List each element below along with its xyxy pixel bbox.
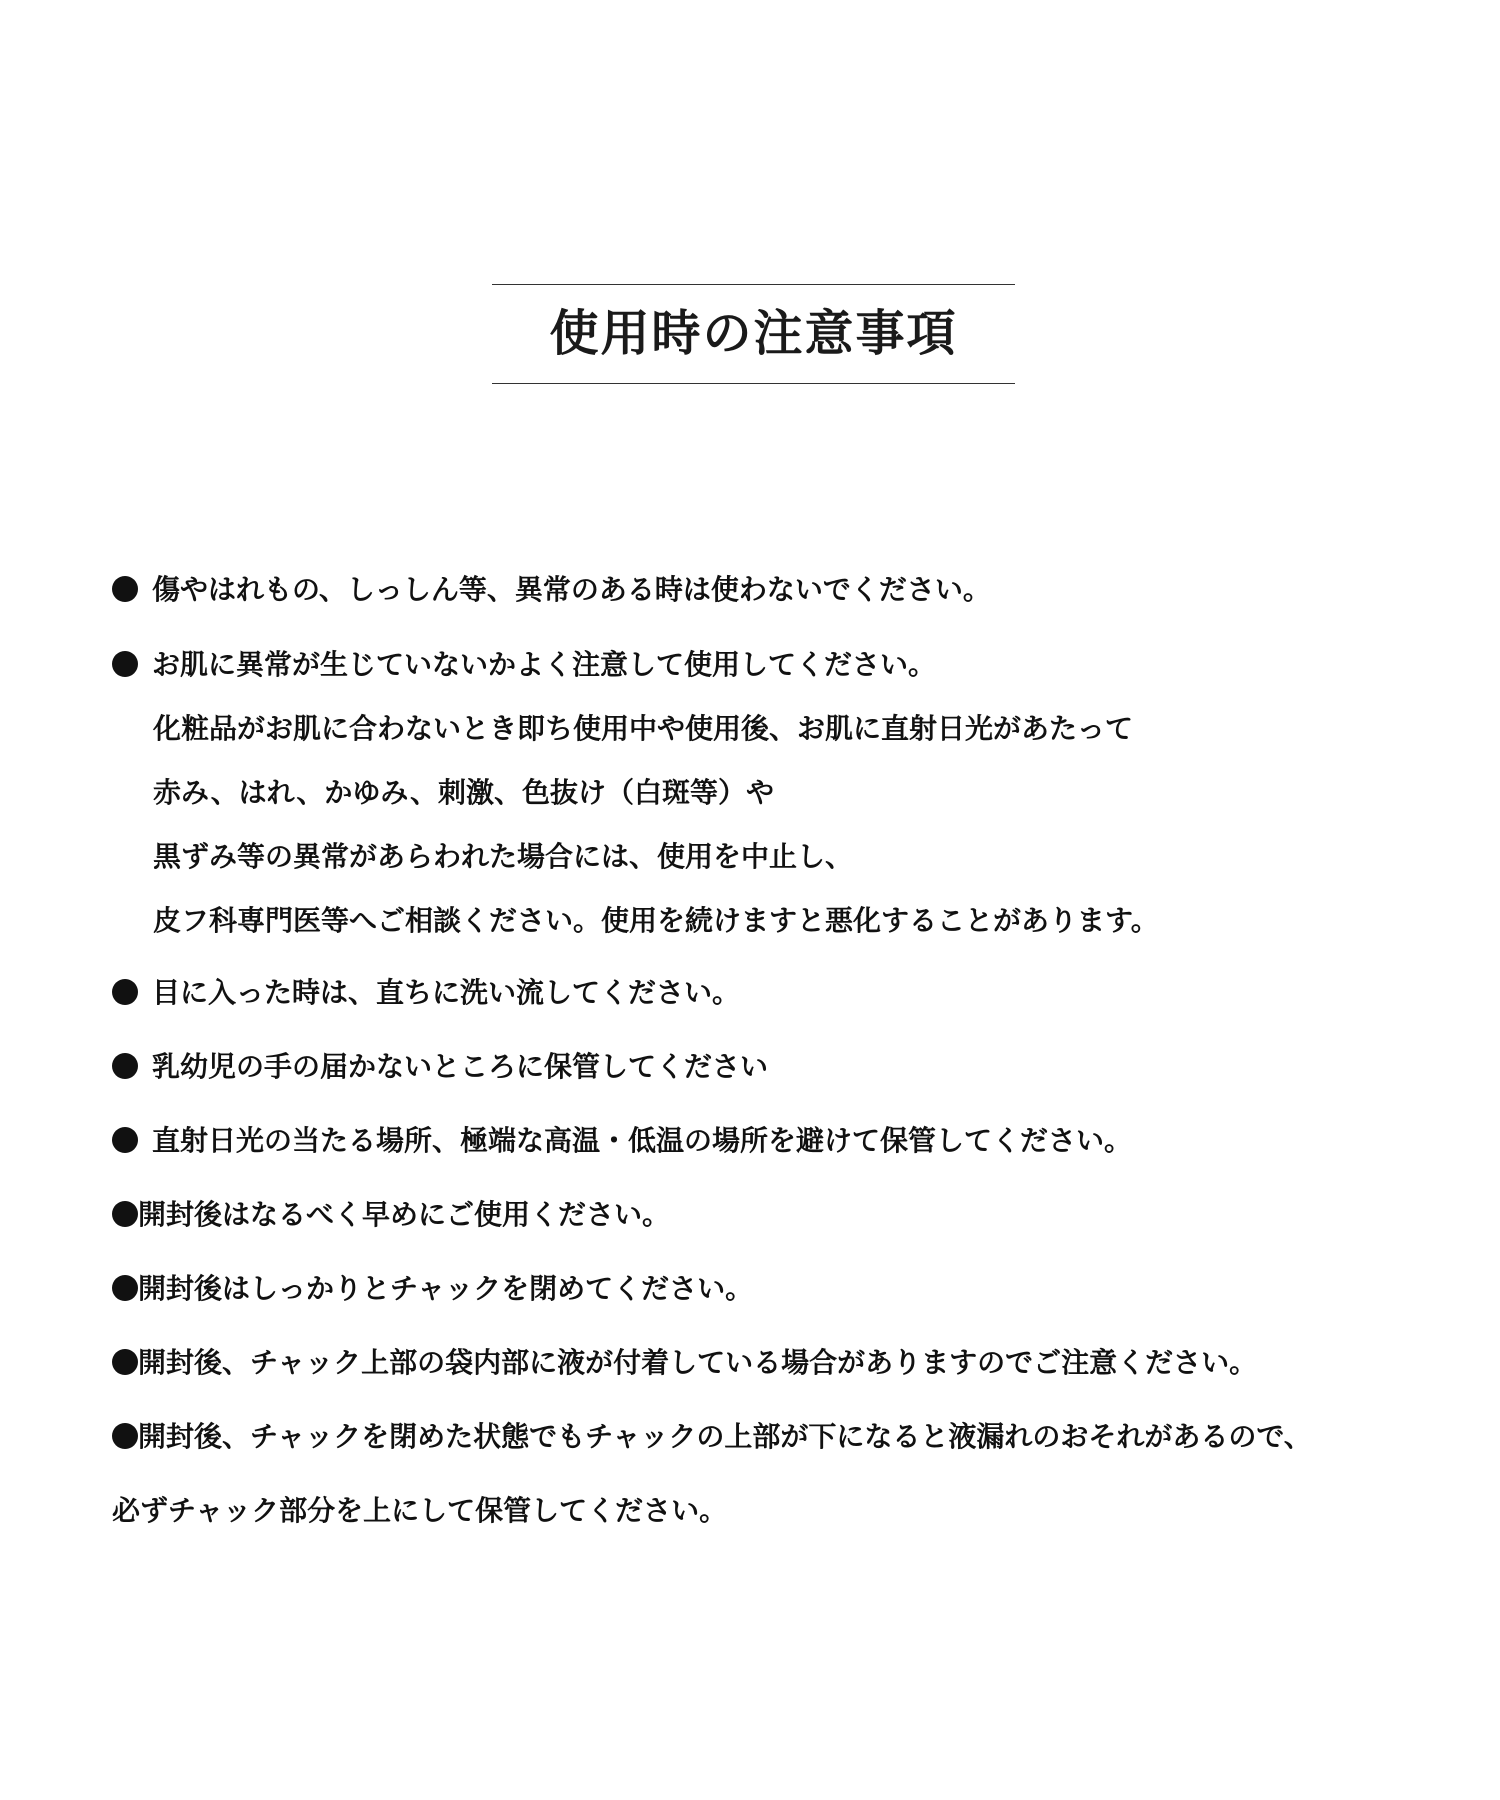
page-title: 使用時の注意事項 [549,305,958,362]
bullet-icon [112,1053,138,1079]
list-item [112,647,936,683]
bullet-icon [112,979,138,1005]
list-item-continuation: 必ずチャック部分を上にして保管してください。 [112,1494,728,1527]
title-bottom-rule [492,383,1015,384]
bullet-icon [112,576,138,602]
list-item-text: 直射日光の当たる場所、極端な高温・低温の場所を避けて保管してください。 [152,1124,1133,1157]
list-item-continuation: 赤み、はれ、かゆみ、刺激、色抜け（白斑等）や [153,776,775,809]
list-item [112,1049,768,1085]
title-block [492,284,1015,384]
list-item [112,572,991,608]
list-item-text: お肌に異常が生じていないかよく注意して使用してください。 [152,648,937,681]
bullet-icon [112,1127,138,1153]
list-item-continuation: 化粧品がお肌に合わないとき即ち使用中や使用後、お肌に直射日光があたって [153,712,1134,745]
list-item [112,1197,670,1233]
list-item-text: 目に入った時は、直ちに洗い流してください。 [152,976,741,1009]
list-item-continuation: 黒ずみ等の異常があらわれた場合には、使用を中止し、 [153,840,854,873]
list-item-text: 開封後、チャックを閉めた状態でもチャックの上部が下になると液漏れのおそれがあるので、 [138,1420,1312,1453]
list-item [112,1123,1132,1159]
list-item [112,1271,753,1307]
bullet-icon [112,1423,138,1449]
bullet-icon [112,1275,138,1301]
list-item-text: 開封後、チャック上部の袋内部に液が付着している場合がありますのでご注意ください。 [138,1346,1258,1379]
bullet-icon [112,1201,138,1227]
title-top-rule [492,284,1015,285]
list-item-text: 開封後はなるべく早めにご使用ください。 [138,1198,671,1231]
bullet-icon [112,1349,138,1375]
list-item-continuation: 皮フ科専門医等へご相談ください。使用を続けますと悪化することがあります。 [153,904,1159,937]
list-item [112,1345,1257,1381]
bullet-icon [112,651,138,677]
list-item [112,975,740,1011]
list-item-text: 開封後はしっかりとチャックを閉めてください。 [138,1272,754,1305]
list-item [112,1419,1312,1455]
list-item-text: 傷やはれもの、しっしん等、異常のある時は使わないでください。 [152,573,991,606]
list-item-text: 乳幼児の手の届かないところに保管してください [152,1050,769,1083]
